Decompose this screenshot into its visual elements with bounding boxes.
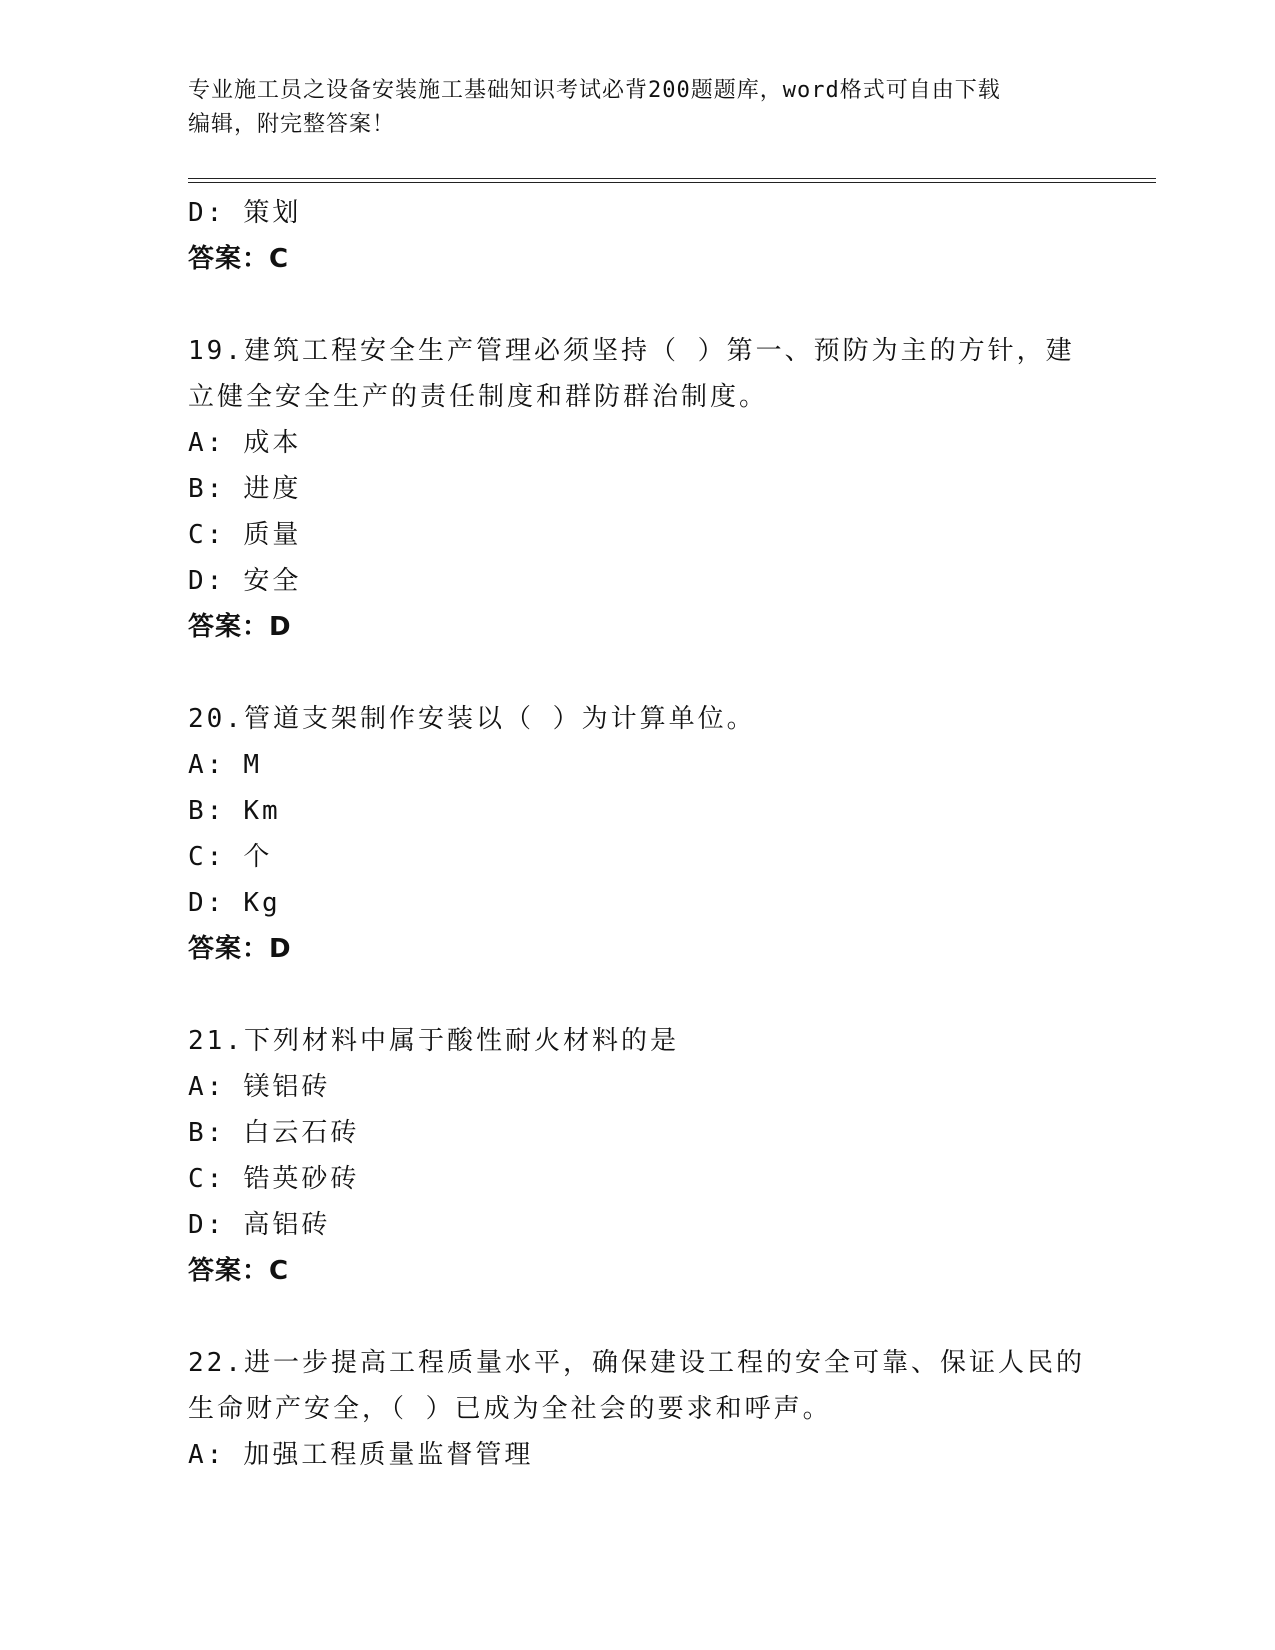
- option-text: 进度: [243, 474, 302, 504]
- option-b: [188, 788, 1088, 834]
- question-text-line-1: 21.下列材料中属于酸性耐火材料的是: [188, 1026, 679, 1056]
- option-label: A:: [188, 1072, 226, 1102]
- question-text-line-1: 20.管道支架制作安装以（ ）为计算单位。: [188, 704, 756, 734]
- spacer: [188, 282, 1088, 328]
- option-label: A:: [188, 428, 226, 458]
- option-d: [188, 1202, 1088, 1248]
- option-label: A:: [188, 1440, 226, 1470]
- question-19: [188, 328, 1088, 650]
- option-c: [188, 512, 1088, 558]
- question-text-line-1: 19.建筑工程安全生产管理必须坚持（ ）第一、预防为主的方针，建: [188, 336, 1075, 366]
- option-label: D:: [188, 566, 226, 596]
- spacer: [188, 972, 1088, 1018]
- option-text: 镁铝砖: [243, 1072, 331, 1102]
- option-label: C:: [188, 1164, 226, 1194]
- option-d: [188, 880, 1088, 926]
- question-20: [188, 696, 1088, 972]
- header-line-1: 专业施工员之设备安装施工基础知识考试必背200题题库，word格式可自由下载: [188, 78, 1001, 103]
- question-content: [188, 190, 1088, 1478]
- spacer: [188, 650, 1088, 696]
- question-22: [188, 1340, 1088, 1478]
- option-text: 锆英砂砖: [243, 1164, 360, 1194]
- option-text: 个: [243, 842, 273, 872]
- option-a: [188, 742, 1088, 788]
- answer-line: 答案：D: [188, 612, 292, 642]
- document-header: [188, 74, 1088, 142]
- question-21: [188, 1018, 1088, 1294]
- option-text: Kg: [243, 888, 281, 918]
- option-text: 安全: [243, 566, 302, 596]
- option-label: B:: [188, 474, 226, 504]
- option-label: C:: [188, 842, 226, 872]
- question-text-line-2: 立健全安全生产的责任制度和群防群治制度。: [188, 382, 769, 412]
- option-a: [188, 1432, 1088, 1478]
- header-double-rule: [188, 178, 1156, 183]
- option-text: 加强工程质量监督管理: [243, 1440, 534, 1470]
- option-label: D:: [188, 1210, 226, 1240]
- option-text: 成本: [243, 428, 302, 458]
- option-c: [188, 834, 1088, 880]
- option-a: [188, 1064, 1088, 1110]
- option-label: D:: [188, 198, 226, 228]
- option-text: 白云石砖: [243, 1118, 360, 1148]
- spacer: [188, 1294, 1088, 1340]
- header-line-2: 编辑，附完整答案！: [188, 112, 396, 137]
- option-d: [188, 190, 1088, 236]
- option-label: D:: [188, 888, 226, 918]
- option-text: 质量: [243, 520, 302, 550]
- option-text: 策划: [243, 198, 302, 228]
- option-text: Km: [243, 796, 281, 826]
- option-label: B:: [188, 796, 226, 826]
- answer-line: 答案：D: [188, 934, 292, 964]
- option-b: [188, 466, 1088, 512]
- question-text-line-1: 22.进一步提高工程质量水平，确保建设工程的安全可靠、保证人民的: [188, 1348, 1085, 1378]
- answer-line: 答案：C: [188, 1256, 290, 1286]
- option-b: [188, 1110, 1088, 1156]
- option-d: [188, 558, 1088, 604]
- option-text: 高铝砖: [243, 1210, 331, 1240]
- option-a: [188, 420, 1088, 466]
- option-label: A:: [188, 750, 226, 780]
- question-text-line-2: 生命财产安全，（ ）已成为全社会的要求和呼声。: [188, 1394, 832, 1424]
- option-c: [188, 1156, 1088, 1202]
- answer-line: 答案：C: [188, 244, 290, 274]
- option-label: B:: [188, 1118, 226, 1148]
- option-text: M: [243, 750, 262, 780]
- option-label: C:: [188, 520, 226, 550]
